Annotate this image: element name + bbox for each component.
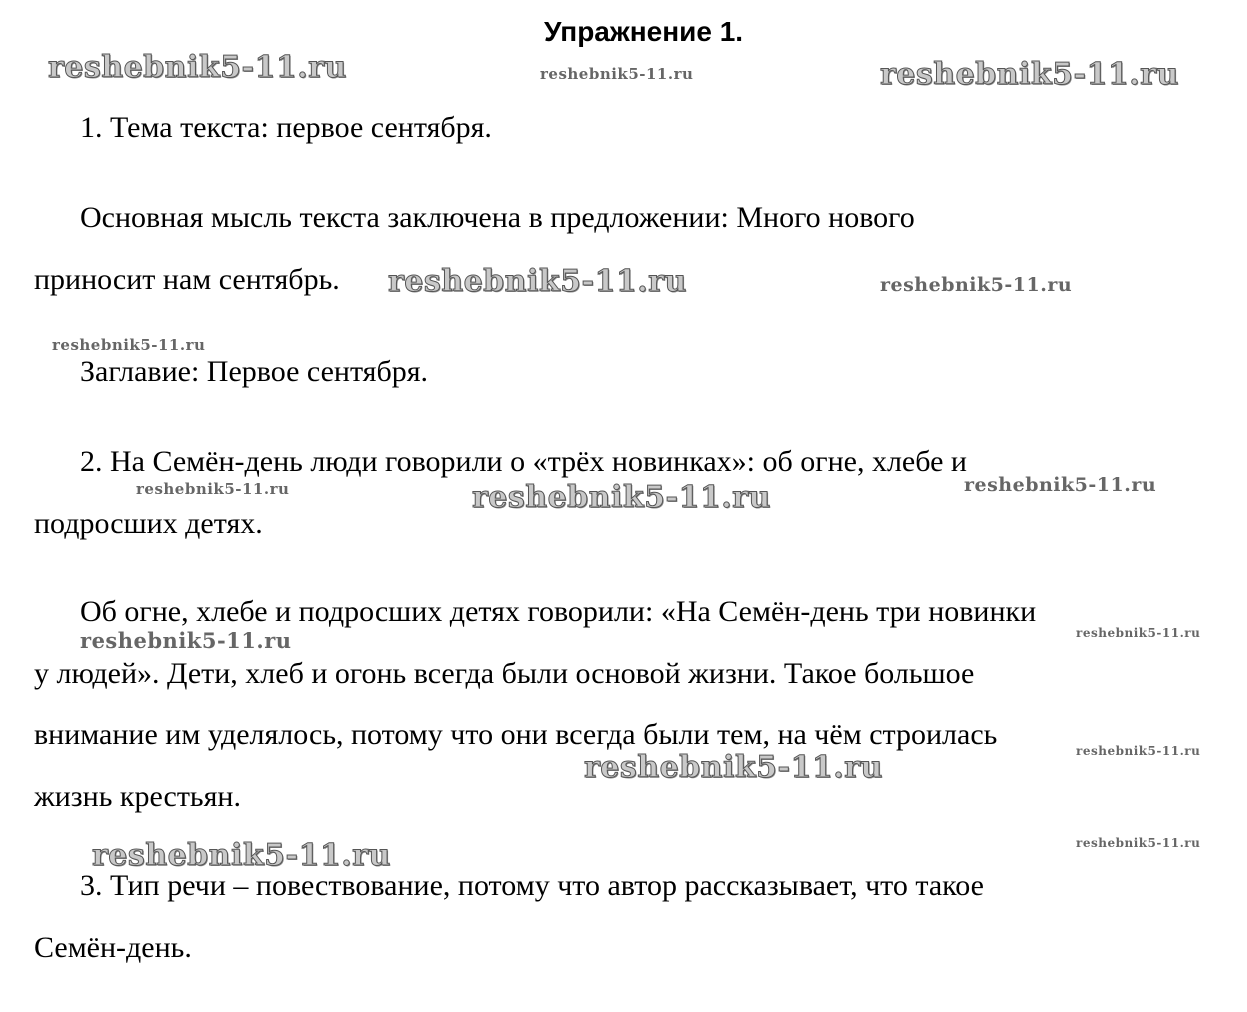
text-line: подросших детях. (34, 507, 263, 540)
watermark: reshebnik5-11.ru (1076, 744, 1201, 758)
watermark: reshebnik5-11.ru (136, 480, 290, 498)
watermark: reshebnik5-11.ru (540, 65, 694, 83)
watermark: reshebnik5-11.ru (92, 838, 391, 873)
text-line: 1. Тема текста: первое сентября. (80, 111, 492, 144)
text-line: Заглавие: Первое сентября. (80, 355, 429, 388)
watermark: reshebnik5-11.ru (388, 264, 687, 299)
watermark: reshebnik5-11.ru (880, 274, 1073, 296)
watermark: reshebnik5-11.ru (472, 480, 771, 515)
text-line: Об огне, хлебе и подросших детях говорили: «На Семён-день три новинки (80, 595, 1037, 628)
watermark: reshebnik5-11.ru (48, 50, 347, 85)
watermark: reshebnik5-11.ru (1076, 626, 1201, 640)
text-line: жизнь крестьян. (34, 780, 241, 813)
text-line: внимание им уделялось, потому что они всегда были тем, на чём строилась (34, 718, 998, 751)
watermark: reshebnik5-11.ru (880, 57, 1179, 92)
text-line: Основная мысль текста заключена в предложении: Много нового (80, 201, 915, 234)
watermark: reshebnik5-11.ru (1076, 836, 1201, 850)
exercise-title: Упражнение 1. (543, 16, 744, 47)
text-line: приносит нам сентябрь. (34, 263, 340, 296)
text-line: 2. На Семён-день люди говорили о «трёх новинках»: об огне, хлебе и (80, 445, 967, 478)
watermark: reshebnik5-11.ru (964, 474, 1157, 496)
watermark: reshebnik5-11.ru (80, 628, 292, 653)
text-line: Семён-день. (34, 931, 192, 964)
watermark: reshebnik5-11.ru (52, 336, 206, 354)
text-line: у людей». Дети, хлеб и огонь всегда были основой жизни. Такое большое (34, 657, 975, 690)
text-line: 3. Тип речи – повествование, потому что автор рассказывает, что такое (80, 869, 984, 902)
watermark: reshebnik5-11.ru (584, 750, 883, 785)
